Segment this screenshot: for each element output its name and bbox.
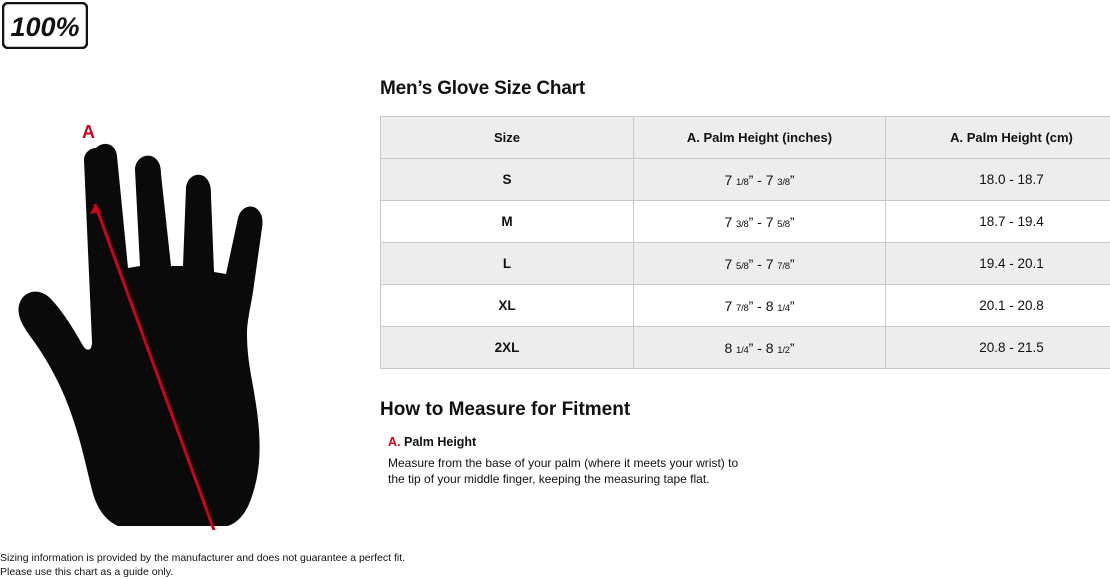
column-header-inches: A. Palm Height (inches) bbox=[634, 117, 886, 159]
inches-frac-from: 1/8 bbox=[736, 177, 749, 188]
column-header-size: Size bbox=[381, 117, 634, 159]
inches-frac-from: 5/8 bbox=[736, 261, 749, 272]
inches-whole-to: 8 bbox=[766, 298, 774, 314]
cell-inches: 8 1/4” - 8 1/2” bbox=[634, 327, 886, 369]
table-row bbox=[381, 285, 1110, 327]
cell-size: L bbox=[381, 243, 634, 285]
inches-frac-from: 1/4 bbox=[736, 345, 749, 356]
table-row bbox=[381, 327, 1110, 369]
inches-frac-to: 1/4 bbox=[777, 303, 790, 314]
inches-frac-to: 7/8 bbox=[777, 261, 790, 272]
cell-cm: 20.8 - 21.5 bbox=[886, 327, 1110, 369]
inches-whole-from: 7 bbox=[724, 172, 732, 188]
cell-cm: 18.7 - 19.4 bbox=[886, 201, 1110, 243]
cell-size: XL bbox=[381, 285, 634, 327]
cell-inches: 7 1/8” - 7 3/8” bbox=[634, 159, 886, 201]
table-header-row bbox=[381, 117, 1110, 159]
measurement-label-a: A bbox=[82, 122, 95, 143]
column-header-cm: A. Palm Height (cm) bbox=[886, 117, 1110, 159]
cell-inches: 7 7/8” - 8 1/4” bbox=[634, 285, 886, 327]
fitment-item-letter: A. bbox=[388, 435, 401, 449]
inches-whole-from: 7 bbox=[724, 298, 732, 314]
fitment-title: How to Measure for Fitment bbox=[380, 399, 1110, 421]
fitment-item-name: Palm Height bbox=[404, 435, 476, 449]
fitment-item-text: Measure from the base of your palm (where it meets your wrist) to the tip of your middle finger, keeping the measuring tape flat. bbox=[388, 455, 748, 487]
cell-size: S bbox=[381, 159, 634, 201]
inches-whole-to: 8 bbox=[766, 340, 774, 356]
inches-whole-from: 7 bbox=[724, 256, 732, 272]
inches-frac-from: 3/8 bbox=[736, 219, 749, 230]
fitment-section bbox=[380, 399, 1110, 487]
disclaimer-line-1: Sizing information is provided by the manufacturer and does not guarantee a perfect fit. bbox=[0, 551, 405, 565]
inches-frac-to: 3/8 bbox=[777, 177, 790, 188]
disclaimer bbox=[0, 551, 405, 579]
cell-inches: 7 5/8” - 7 7/8” bbox=[634, 243, 886, 285]
inches-whole-to: 7 bbox=[766, 172, 774, 188]
inches-frac-to: 5/8 bbox=[777, 219, 790, 230]
cell-cm: 19.4 - 20.1 bbox=[886, 243, 1110, 285]
fitment-item-heading bbox=[388, 435, 1110, 449]
inches-whole-to: 7 bbox=[766, 214, 774, 230]
page-title: Men’s Glove Size Chart bbox=[380, 78, 1110, 100]
size-chart-table bbox=[380, 116, 1110, 369]
table-row bbox=[381, 159, 1110, 201]
table-row bbox=[381, 243, 1110, 285]
cell-size: M bbox=[381, 201, 634, 243]
inches-whole-from: 7 bbox=[724, 214, 732, 230]
cell-size: 2XL bbox=[381, 327, 634, 369]
svg-text:100%: 100% bbox=[10, 12, 79, 42]
inches-whole-to: 7 bbox=[766, 256, 774, 272]
cell-cm: 18.0 - 18.7 bbox=[886, 159, 1110, 201]
inches-frac-to: 1/2 bbox=[777, 345, 790, 356]
cell-cm: 20.1 - 20.8 bbox=[886, 285, 1110, 327]
cell-inches: 7 3/8” - 7 5/8” bbox=[634, 201, 886, 243]
inches-whole-from: 8 bbox=[724, 340, 732, 356]
table-row bbox=[381, 201, 1110, 243]
inches-frac-from: 7/8 bbox=[736, 303, 749, 314]
fitment-body bbox=[380, 435, 1110, 487]
glove-hand-shape bbox=[0, 60, 370, 530]
hundred-percent-logo bbox=[2, 2, 88, 49]
disclaimer-line-2: Please use this chart as a guide only. bbox=[0, 565, 405, 579]
main-content bbox=[380, 78, 1110, 487]
glove-illustration bbox=[0, 60, 370, 530]
